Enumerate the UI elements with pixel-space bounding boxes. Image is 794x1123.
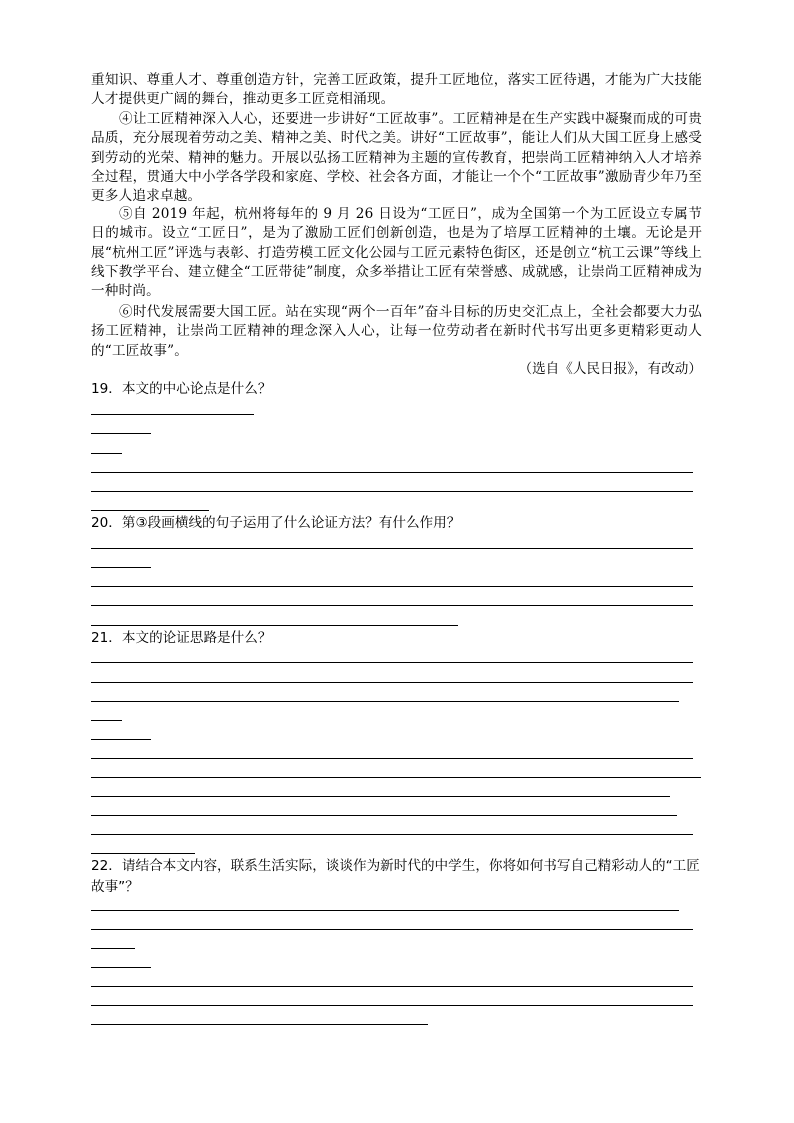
question-21: 21．本文的论证思路是什么？ (91, 630, 272, 646)
question-20: 20．第③段画横线的句子运用了什么论证方法？有什么作用？ (91, 515, 461, 531)
article-source: （选自《人民日报》，有改动） (518, 361, 702, 377)
question-22: 22．请结合本文内容，联系生活实际，谈谈作为新时代的中学生，你将如何书写自己精彩动人的“工匠故事”？ (91, 858, 700, 895)
answer-line[interactable] (91, 758, 693, 759)
question-19: 19．本文的中心论点是什么？ (91, 381, 272, 397)
answer-line[interactable] (91, 605, 693, 606)
answer-line[interactable] (91, 701, 679, 702)
answer-line[interactable] (91, 414, 254, 415)
answer-line[interactable] (91, 929, 693, 930)
answer-line[interactable] (91, 986, 693, 987)
answer-line[interactable] (91, 834, 693, 835)
answer-line[interactable] (91, 967, 151, 968)
article-paragraph-5: ⑤自 2019 年起，杭州将每年的 9 月 26 日设为“工匠日”，成为全国第一个为工匠设立专属节日的城市。设立“工匠日”，是为了激励工匠们创新创造，也是为了培厚工匠精神的土壤。无论是开展“杭州工匠”评选与表彰、打造劳模工匠文化公园与工匠元素特色街区，还是创立“杭工云课”等线上线下教学平台、建立健全“工匠带徒”制度，众多举措让工匠有荣誉感、成就感，让崇尚工匠精神成为一种时尚。 (91, 206, 702, 300)
answer-line[interactable] (91, 510, 209, 511)
answer-line[interactable] (91, 796, 670, 797)
answer-line[interactable] (91, 948, 135, 949)
answer-line[interactable] (91, 662, 693, 663)
answer-line[interactable] (91, 853, 195, 854)
answer-line[interactable] (91, 453, 122, 454)
answer-line[interactable] (91, 1024, 428, 1025)
answer-line[interactable] (91, 586, 693, 587)
answer-line[interactable] (91, 567, 151, 568)
answer-line[interactable] (91, 815, 677, 816)
article-paragraph-6: ⑥时代发展需要大国工匠。站在实现“两个一百年”奋斗目标的历史交汇点上，全社会都要大力弘扬工匠精神，让崇尚工匠精神的理念深入人心，让每一位劳动者在新时代书写出更多更精彩更动人的“工匠故事”。 (91, 304, 702, 359)
answer-line[interactable] (91, 910, 679, 911)
answer-line[interactable] (91, 739, 151, 740)
article-paragraph-3-end: 重知识、尊重人才、尊重创造方针，完善工匠政策，提升工匠地位，落实工匠待遇，才能为广大技能人才提供更广阔的舞台，推动更多工匠竞相涌现。 (91, 72, 702, 108)
answer-line[interactable] (91, 548, 693, 549)
answer-line[interactable] (91, 777, 701, 778)
answer-line[interactable] (91, 720, 122, 721)
answer-line[interactable] (91, 472, 693, 473)
answer-line[interactable] (91, 682, 693, 683)
answer-line[interactable] (91, 433, 151, 434)
answer-line[interactable] (91, 491, 693, 492)
answer-line[interactable] (91, 625, 458, 626)
answer-line[interactable] (91, 1005, 693, 1006)
article-paragraph-4: ④让工匠精神深入人心，还要进一步讲好“工匠故事”。工匠精神是在生产实践中凝聚而成的可贵品质，充分展现着劳动之美、精神之美、时代之美。讲好“工匠故事”，能让人们从大国工匠身上感受到劳动的光荣、精神的魅力。开展以弘扬工匠精神为主题的宣传教育，把崇尚工匠精神纳入人才培养全过程，贯通大中小学各学段和家庭、学校、社会各方面，才能让一个个“工匠故事”激励青少年乃至更多人追求卓越。 (91, 111, 702, 205)
